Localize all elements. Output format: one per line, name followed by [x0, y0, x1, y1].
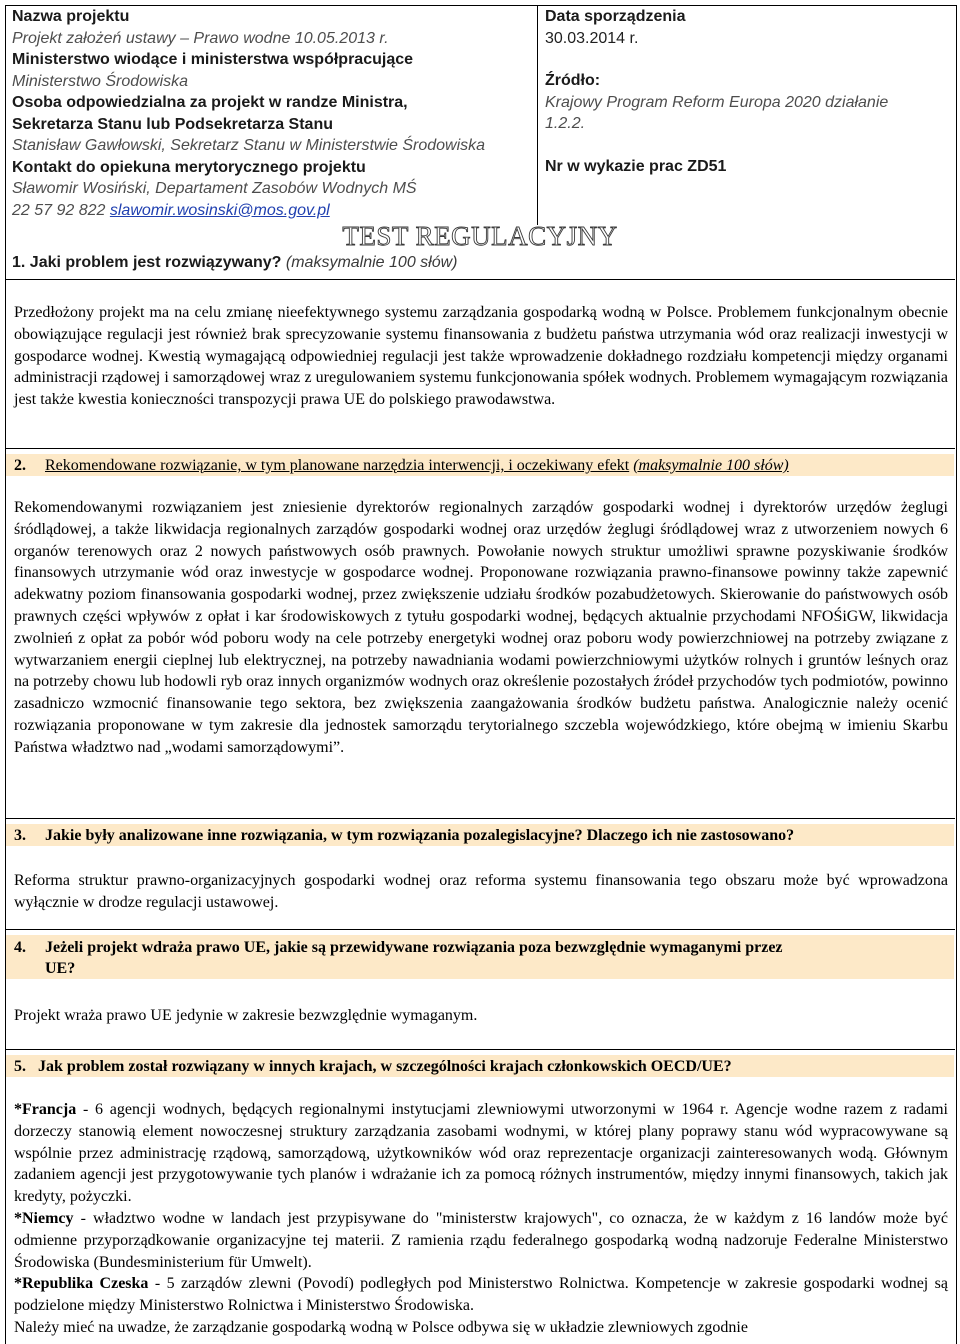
- section-1-number: 1.: [12, 254, 26, 271]
- source-line-1: Krajowy Program Reform Europa 2020 działanie: [545, 93, 889, 111]
- section-4-answer-text: Projekt wraża prawo UE jedynie w zakresie bezwzględnie wymaganym.: [14, 1007, 478, 1024]
- section-3-number: 3.: [14, 827, 26, 844]
- header-right: [545, 6, 950, 177]
- country-item: [14, 1273, 948, 1317]
- header-left: [12, 6, 537, 221]
- contact-line: [12, 200, 537, 222]
- source-line-2: 1.2.2.: [545, 115, 586, 132]
- section-2-answer: [14, 497, 948, 759]
- responsible-person: Stanisław Gawłowski, Sekretarz Stanu w Ministerstwie Środowiska: [12, 137, 486, 154]
- contact-label: Kontakt do opiekuna merytorycznego projektu: [12, 158, 366, 176]
- country-item: [14, 1099, 948, 1208]
- section-3-heading: [14, 825, 794, 846]
- section-3-question: Jakie były analizowane inne rozwiązania, w tym rozwiązania pozalegislacyjne? Dlaczego ich nie zastosowano?: [45, 827, 795, 844]
- section-2-heading: [14, 455, 789, 476]
- section-2-number: 2.: [14, 457, 26, 474]
- section-2-hint: (maksymalnie 100 słów): [633, 457, 789, 474]
- section-1-answer: [14, 302, 948, 411]
- section-5-number: 5.: [14, 1058, 26, 1075]
- date-label: Data sporządzenia: [545, 8, 686, 25]
- section-1-answer-text: Przedłożony projekt ma na celu zmianę nieefektywnego systemu zarządzania gospodarką wodną w Polsce. Problemem funkcjonalnym obecnie obowiązujące regulacji jest również brak sprecyzowanie systemu finansowania z budżetu państwa utrzymania wód oraz realizacji inwestycji w gospodarce wodnej. Kwestią wymagającą odpowiedniej regulacji jest także wprowadzenie dokładnego rozdziału kompetencji między organami administracji rządowej i samorządowej wraz z uregulowaniem systemu funkcjonowania spółek wodnych. Problemem wymagającym rozwiązania jest także kwestia konieczności transpozycji prawa UE do polskiego prawodawstwa.: [14, 304, 948, 409]
- ministries-label: Ministerstwo wiodące i ministerstwa współpracujące: [12, 51, 414, 68]
- country-text: - 6 agencji wodnych, będących regionalnymi instytucjami zlewniowymi utworzonymi w 1964 r. Agencje wodne razem z radami dorzeczy stanowią element nowoczesnej struktury zarządzania zasobami wodnymi, w której plany poprawy stanu wód wypracowywane są wspólnie przez administrację rządową, samorządową, użytkowników wód oraz reprezentacje organizacji zainteresowanych wodą. Głównym zadaniem agencji jest przygotowywanie tych planów i wdrażanie ich za pomocą różnych instrumentów, między innymi finansowych, takich jak kredyty, pożyczki.: [14, 1101, 948, 1206]
- section-4-question-line-1: Jeżeli projekt wdraża prawo UE, jakie są przewidywane rozwiązania poza bezwzględnie wymaganymi przez: [45, 939, 783, 956]
- section-5-answer: [14, 1099, 948, 1339]
- source-label: Źródło:: [545, 72, 601, 89]
- country-text: - władztwo wodne w landach jest przypisywane do "ministerstw krajowych", co oznacza, że w każdym z 16 landów może być odmienne przyporządkowanie organizacyjne tej materii. Z ramienia rządu federalnego gospodarką wodną nadzoruje Federalne Ministerstwo Środowiska (Bundesministerium für Umwelt).: [14, 1209, 948, 1271]
- section-2-question: Rekomendowane rozwiązanie, w tym planowane narzędzia interwencji, i oczekiwany efekt: [45, 457, 630, 474]
- date-value: 30.03.2014 r.: [545, 29, 639, 47]
- responsible-label-1: Osoba odpowiedzialna za projekt w randze Ministra,: [12, 94, 408, 111]
- section-4-number: 4.: [14, 939, 26, 956]
- page-title: TEST REGULACYJNY: [342, 221, 618, 251]
- section-5-divider: [5, 1049, 955, 1050]
- contact-person: Sławomir Wosiński, Departament Zasobów Wodnych MŚ: [12, 180, 417, 197]
- section-4-divider: [5, 929, 955, 930]
- ministry-name: Ministerstwo Środowiska: [12, 72, 189, 90]
- country-item: [14, 1208, 948, 1273]
- list-number: Nr w wykazie prac ZD51: [545, 157, 727, 175]
- section-1-heading: [12, 254, 458, 272]
- section-2-answer-text: Rekomendowanymi rozwiązaniem jest zniesienie dyrektorów regionalnych zarządów gospodarki wodnej i dyrektorów urzędów żeglugi śródlądowej, a także likwidacja regionalnych zarządów gospodarki wodnej oraz urzędów żeglugi śródlądowej wraz z utworzeniem nowych 6 organów terenowych oraz 2 nowych państwowych osób prawnych. Powołanie nowych struktur umożliwi sprawne pozyskiwanie środków finansowych utrzymanie wód oraz inwestycje w gospodarce wodnej. Proponowane rozwiązania prawno-finansowe powinny także zapewnić adekwatny poziom finansowania gospodarki wodnej, przez zwiększenie udziału środków pozabudżetowych. Skierowanie do państwowych osób prawnych części wpływów z opłat i kar środowiskowych z tytułu gospodarki wodnej, będących aktualnie przychodami NFOŚiGW, likwidacja zwolnień z opłat za pobór wód poboru wody na cele potrzeby energetyki wodnej oraz poboru wody powierzchniowej na potrzeby związane z wytwarzaniem energii cieplnej lub elektrycznej, na potrzeby nawadniania wodami powierzchniowymi użytków rolnych i gruntów leśnych oraz na potrzeby chowu lub hodowli ryb oraz innych organizmów wodnych oraz określenie pozostałych źródeł przychodów tych podmiotów, powinno zasadniczo wzmocnić finansowanie tego sektora, bez zwiększenia zaangażowania środków budżetu państwa. Analogicznie należy ocenić rozwiązania proponowane w tym zakresie dla jednostek samorządu terytorialnego szczebla wojewódzkiego, które obejmą w imieniu Skarbu Państwa władztwo nad „wodami samorządowymi”.: [14, 499, 948, 756]
- country-name: *Niemcy: [14, 1209, 74, 1227]
- section-3-divider: [5, 818, 955, 819]
- section-4-heading: [14, 937, 783, 979]
- section-5-heading: [14, 1056, 732, 1077]
- country-name: *Francja: [14, 1101, 77, 1118]
- country-text: - 5 zarządów zlewni (Povodí) podległych pod Ministerstwo Rolnictwa. Kompetencje w zakresie gospodarki wodnej są podzielone między Ministerstwo Rolnictwa i Ministerstwo Środowiska.: [14, 1275, 948, 1315]
- section-3-answer-text: Reforma struktur prawno-organizacyjnych gospodarki wodnej oraz reforma systemu finansowania tego obszaru może być wprowadzona wyłącznie w drodze regulacji ustawowej.: [14, 872, 948, 911]
- contact-email-link[interactable]: slawomir.wosinski@mos.gov.pl: [109, 201, 330, 219]
- project-name-label: Nazwa projektu: [12, 8, 130, 25]
- section-4-question-line-2: UE?: [45, 960, 76, 977]
- section-5-question: Jak problem został rozwiązany w innych krajach, w szczególności krajach członkowskich OECD/UE?: [38, 1058, 732, 1075]
- section-5-trailing-text: Należy mieć na uwadze, że zarządzanie gospodarką wodną w Polsce odbywa się w układzie zlewniowych zgodnie: [14, 1318, 748, 1336]
- contact-phone: 22 57 92 822: [12, 201, 106, 219]
- section-4-answer: [14, 1005, 948, 1027]
- responsible-label-2: Sekretarza Stanu lub Podsekretarza Stanu: [12, 115, 333, 133]
- section-2-divider: [5, 448, 955, 449]
- header-divider: [537, 5, 538, 225]
- section-1-question: Jaki problem jest rozwiązywany?: [29, 254, 282, 271]
- section-1-divider: [5, 279, 955, 280]
- section-3-answer: [14, 870, 948, 914]
- country-name: *Republika Czeska: [14, 1275, 149, 1293]
- section-1-hint: (maksymalnie 100 słów): [285, 254, 458, 271]
- project-name: Projekt założeń ustawy – Prawo wodne 10.05.2013 r.: [12, 29, 389, 47]
